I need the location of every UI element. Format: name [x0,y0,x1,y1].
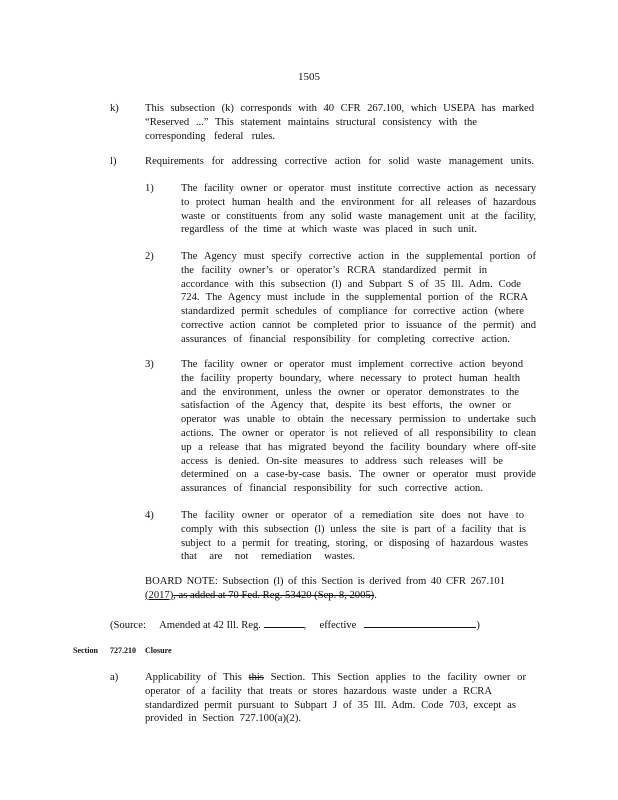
sub-3-line: satisfaction of the Agency that, despite its best efforts, the owner or [181,400,511,412]
item-k-label: k) [110,103,119,114]
section-number: 727.210 [110,646,136,655]
reg-volume-blank [264,617,304,628]
item-a-line-1-pre: Applicability of This [145,672,249,683]
sub-1-text [181,182,536,237]
sub-2-line: accordance with this subsection (l) and Subpart S of 35 Ill. Adm. Code [181,278,521,290]
sub-3-line: actions. The owner or operator is not relieved of all responsibility to clean [181,427,536,439]
sub-4-line: The facility owner or operator of a remediation site does not have to [181,510,524,521]
sub-2-line: the facility owner’s or operator’s RCRA standardized permit in [181,264,487,276]
effective-date-blank [364,617,476,628]
sub-2-text [181,250,536,347]
sub-2-line: corrective action cannot be completed prior to issuance of the permit) and [181,319,536,331]
sub-3-line: operator was unable to obtain the necessary permission to undertake such [181,414,536,426]
sub-3-line: and the environment, unless the owner or operator demonstrates to the [181,386,519,398]
item-k-text [145,102,534,143]
board-note-line-1: BOARD NOTE: Subsection (l) of this Section is derived from 40 CFR 267.101 [145,576,505,587]
sub-3-label: 3) [145,359,154,370]
source-comma: , [303,620,307,631]
item-l-text: Requirements for addressing corrective action for solid waste management units. [145,156,534,167]
section-title: Closure [145,646,172,655]
item-k-line-1: This subsection (k) corresponds with 40 CFR 267.100, which USEPA has marked [145,103,534,114]
sub-2-line: assurances of financial responsibility for completing corrective action. [181,333,510,345]
board-note-line-2 [145,589,505,603]
sub-3-text [181,358,536,496]
board-note-period: . [374,589,377,601]
sub-3-line: determined on a case-by-case basis. The owner or operator must provide [181,469,536,481]
sub-3-line: access is denied. On-site measures to address such releases will be [181,455,503,467]
page-number: 1505 [298,71,320,83]
sub-1-line: regardless of the time at which waste was placed in such unit. [181,224,477,236]
item-a-deleted-word: this [248,672,264,683]
sub-2-line: 724. The Agency must include in the supplemental portion of the RCRA [181,292,528,304]
sub-1-label: 1) [145,183,154,194]
item-a-line-1 [145,671,526,685]
item-a-line: operator of a facility that treats or stores hazardous waste under a RCRA [145,685,492,697]
item-a-line: provided in Section 727.100(a)(2). [145,713,301,725]
sub-1-line: waste or constituents from any solid waste management unit at the facility, [181,210,536,222]
sub-2-line: standardized permit schedules of compliance for corrective action (where [181,306,524,318]
item-k-line-2: “Reserved ...” This statement maintains structural consistency with the [145,116,477,128]
item-l-label: l) [110,156,117,167]
source-middle: Amended at 42 Ill. Reg. [159,620,261,631]
sub-3-line: assurances of financial responsibility for such corrective action. [181,483,483,495]
sub-3-line: the facility property boundary, where necessary to protect human health [181,372,520,384]
source-close: ) [476,620,480,631]
sub-1-line: The facility owner or operator must institute corrective action as necessary [181,183,536,194]
sub-3-line: The facility owner or operator must implement corrective action beyond [181,359,523,370]
sub-4-line: subject to a permit for treating, storing, or disposing of hazardous wastes [181,537,528,549]
board-note-added-text: (2017) [145,589,174,601]
sub-4-line: that are not remediation wastes. [181,551,355,563]
sub-3-line: up a release that has migrated beyond the facility boundary where off-site [181,441,536,453]
section-label: Section [73,646,98,655]
source-prefix: (Source: [110,620,146,631]
sub-1-line: to protect human health and the environment for all releases of hazardous [181,196,536,208]
sub-4-text [181,509,536,564]
source-effective: effective [319,620,357,631]
sub-4-label: 4) [145,510,154,521]
board-note [145,575,505,603]
board-note-deleted-text: , as added at 70 Fed. Reg. 53420 (Sep. 8, 2005) [173,589,375,601]
sub-4-line: comply with this subsection (l) unless the site is part of a facility that is [181,523,526,535]
item-a-line: standardized permit pursuant to Subpart J of 35 Ill. Adm. Code 703, except as [145,699,516,711]
item-a-label: a) [110,672,119,683]
item-a-text [145,671,526,726]
source-line [110,617,480,633]
item-k-line-3: corresponding federal rules. [145,130,275,142]
item-a-line-1-post: Section. This Section applies to the facility owner or [263,672,526,683]
sub-2-label: 2) [145,251,154,262]
sub-2-line: The Agency must specify corrective action in the supplemental portion of [181,251,536,262]
